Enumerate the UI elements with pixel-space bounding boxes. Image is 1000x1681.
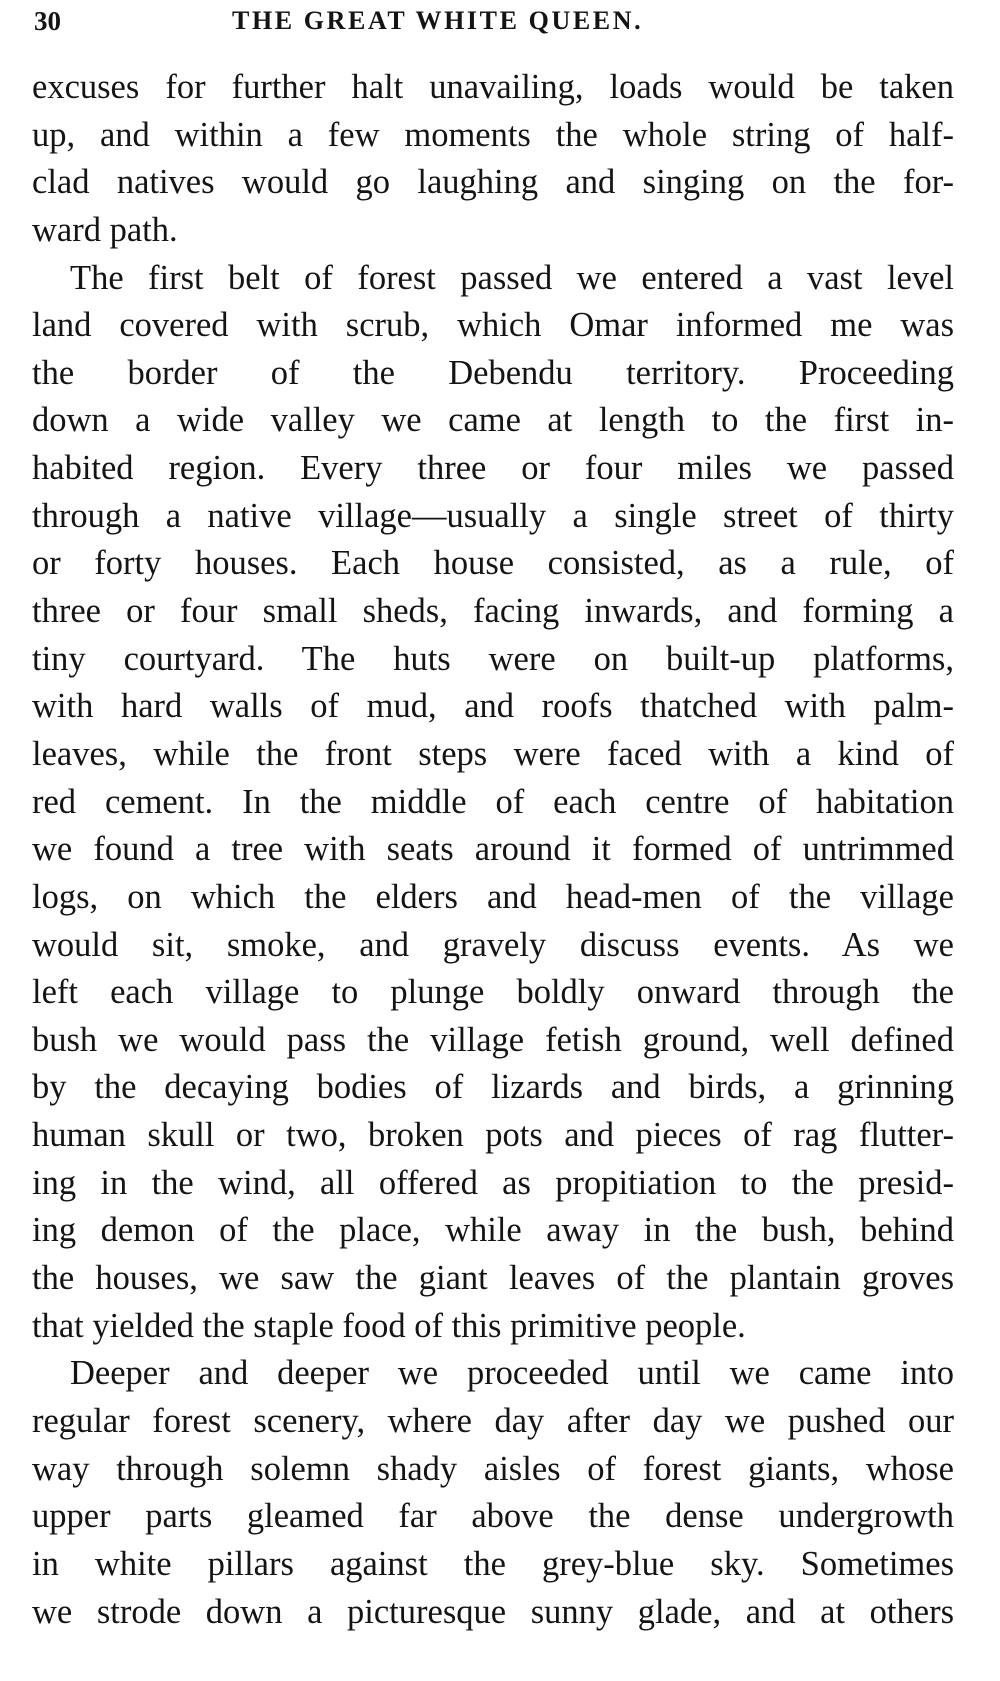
text-line: by the decaying bodies of lizards and birds, a grinning xyxy=(32,1068,954,1107)
text-line: regular forest scenery, where day after day we pushed our xyxy=(32,1401,954,1440)
text-line: would sit, smoke, and gravely discuss events. As we xyxy=(32,925,954,964)
text-line: Deeper and deeper we proceeded until we came into xyxy=(70,1354,954,1393)
text-line: three or four small sheds, facing inwards, and forming a xyxy=(32,592,954,631)
body-text xyxy=(32,64,954,1636)
text-line: in white pillars against the grey-blue sky. Sometimes xyxy=(32,1544,954,1583)
text-line: ing in the wind, all offered as propitiation to the presid- xyxy=(32,1163,954,1202)
text-line: the houses, we saw the giant leaves of the plantain groves xyxy=(32,1259,954,1298)
text-line: up, and within a few moments the whole string of half- xyxy=(32,115,954,154)
text-line: the border of the Debendu territory. Proceeding xyxy=(32,353,954,392)
text-line: that yielded the staple food of this primitive people. xyxy=(32,1306,746,1345)
text-line: way through solemn shady aisles of forest giants, whose xyxy=(32,1449,954,1488)
text-line: land covered with scrub, which Omar informed me was xyxy=(32,306,954,345)
running-title: THE GREAT WHITE QUEEN. xyxy=(232,6,644,35)
page-number: 30 xyxy=(34,6,61,36)
text-line: we strode down a picturesque sunny glade, and at others xyxy=(32,1592,954,1631)
text-line: bush we would pass the village fetish ground, well defined xyxy=(32,1020,954,1059)
text-line: The first belt of forest passed we entered a vast level xyxy=(70,258,954,297)
text-line: with hard walls of mud, and roofs thatched with palm- xyxy=(32,687,954,726)
text-line: logs, on which the elders and head-men of the village xyxy=(32,877,954,916)
text-line: through a native village—usually a single street of thirty xyxy=(32,496,954,535)
text-line: left each village to plunge boldly onward through the xyxy=(32,973,954,1012)
text-line: upper parts gleamed far above the dense undergrowth xyxy=(32,1497,954,1536)
text-line: red cement. In the middle of each centre of habitation xyxy=(32,782,954,821)
text-line: clad natives would go laughing and singing on the for- xyxy=(32,163,954,202)
text-line: excuses for further halt unavailing, loads would be taken xyxy=(32,68,954,106)
text-line: or forty houses. Each house consisted, as a rule, of xyxy=(32,544,954,583)
text-line: ward path. xyxy=(32,210,178,249)
text-line: human skull or two, broken pots and pieces of rag flutter- xyxy=(32,1116,954,1155)
text-line: we found a tree with seats around it formed of untrimmed xyxy=(32,830,954,869)
text-line: ing demon of the place, while away in the bush, behind xyxy=(32,1211,954,1250)
text-line: down a wide valley we came at length to the first in- xyxy=(32,401,954,440)
running-head xyxy=(34,6,934,46)
text-line: habited region. Every three or four miles we passed xyxy=(32,449,954,488)
text-line: tiny courtyard. The huts were on built-up platforms, xyxy=(32,639,954,678)
text-line: leaves, while the front steps were faced with a kind of xyxy=(32,734,954,773)
